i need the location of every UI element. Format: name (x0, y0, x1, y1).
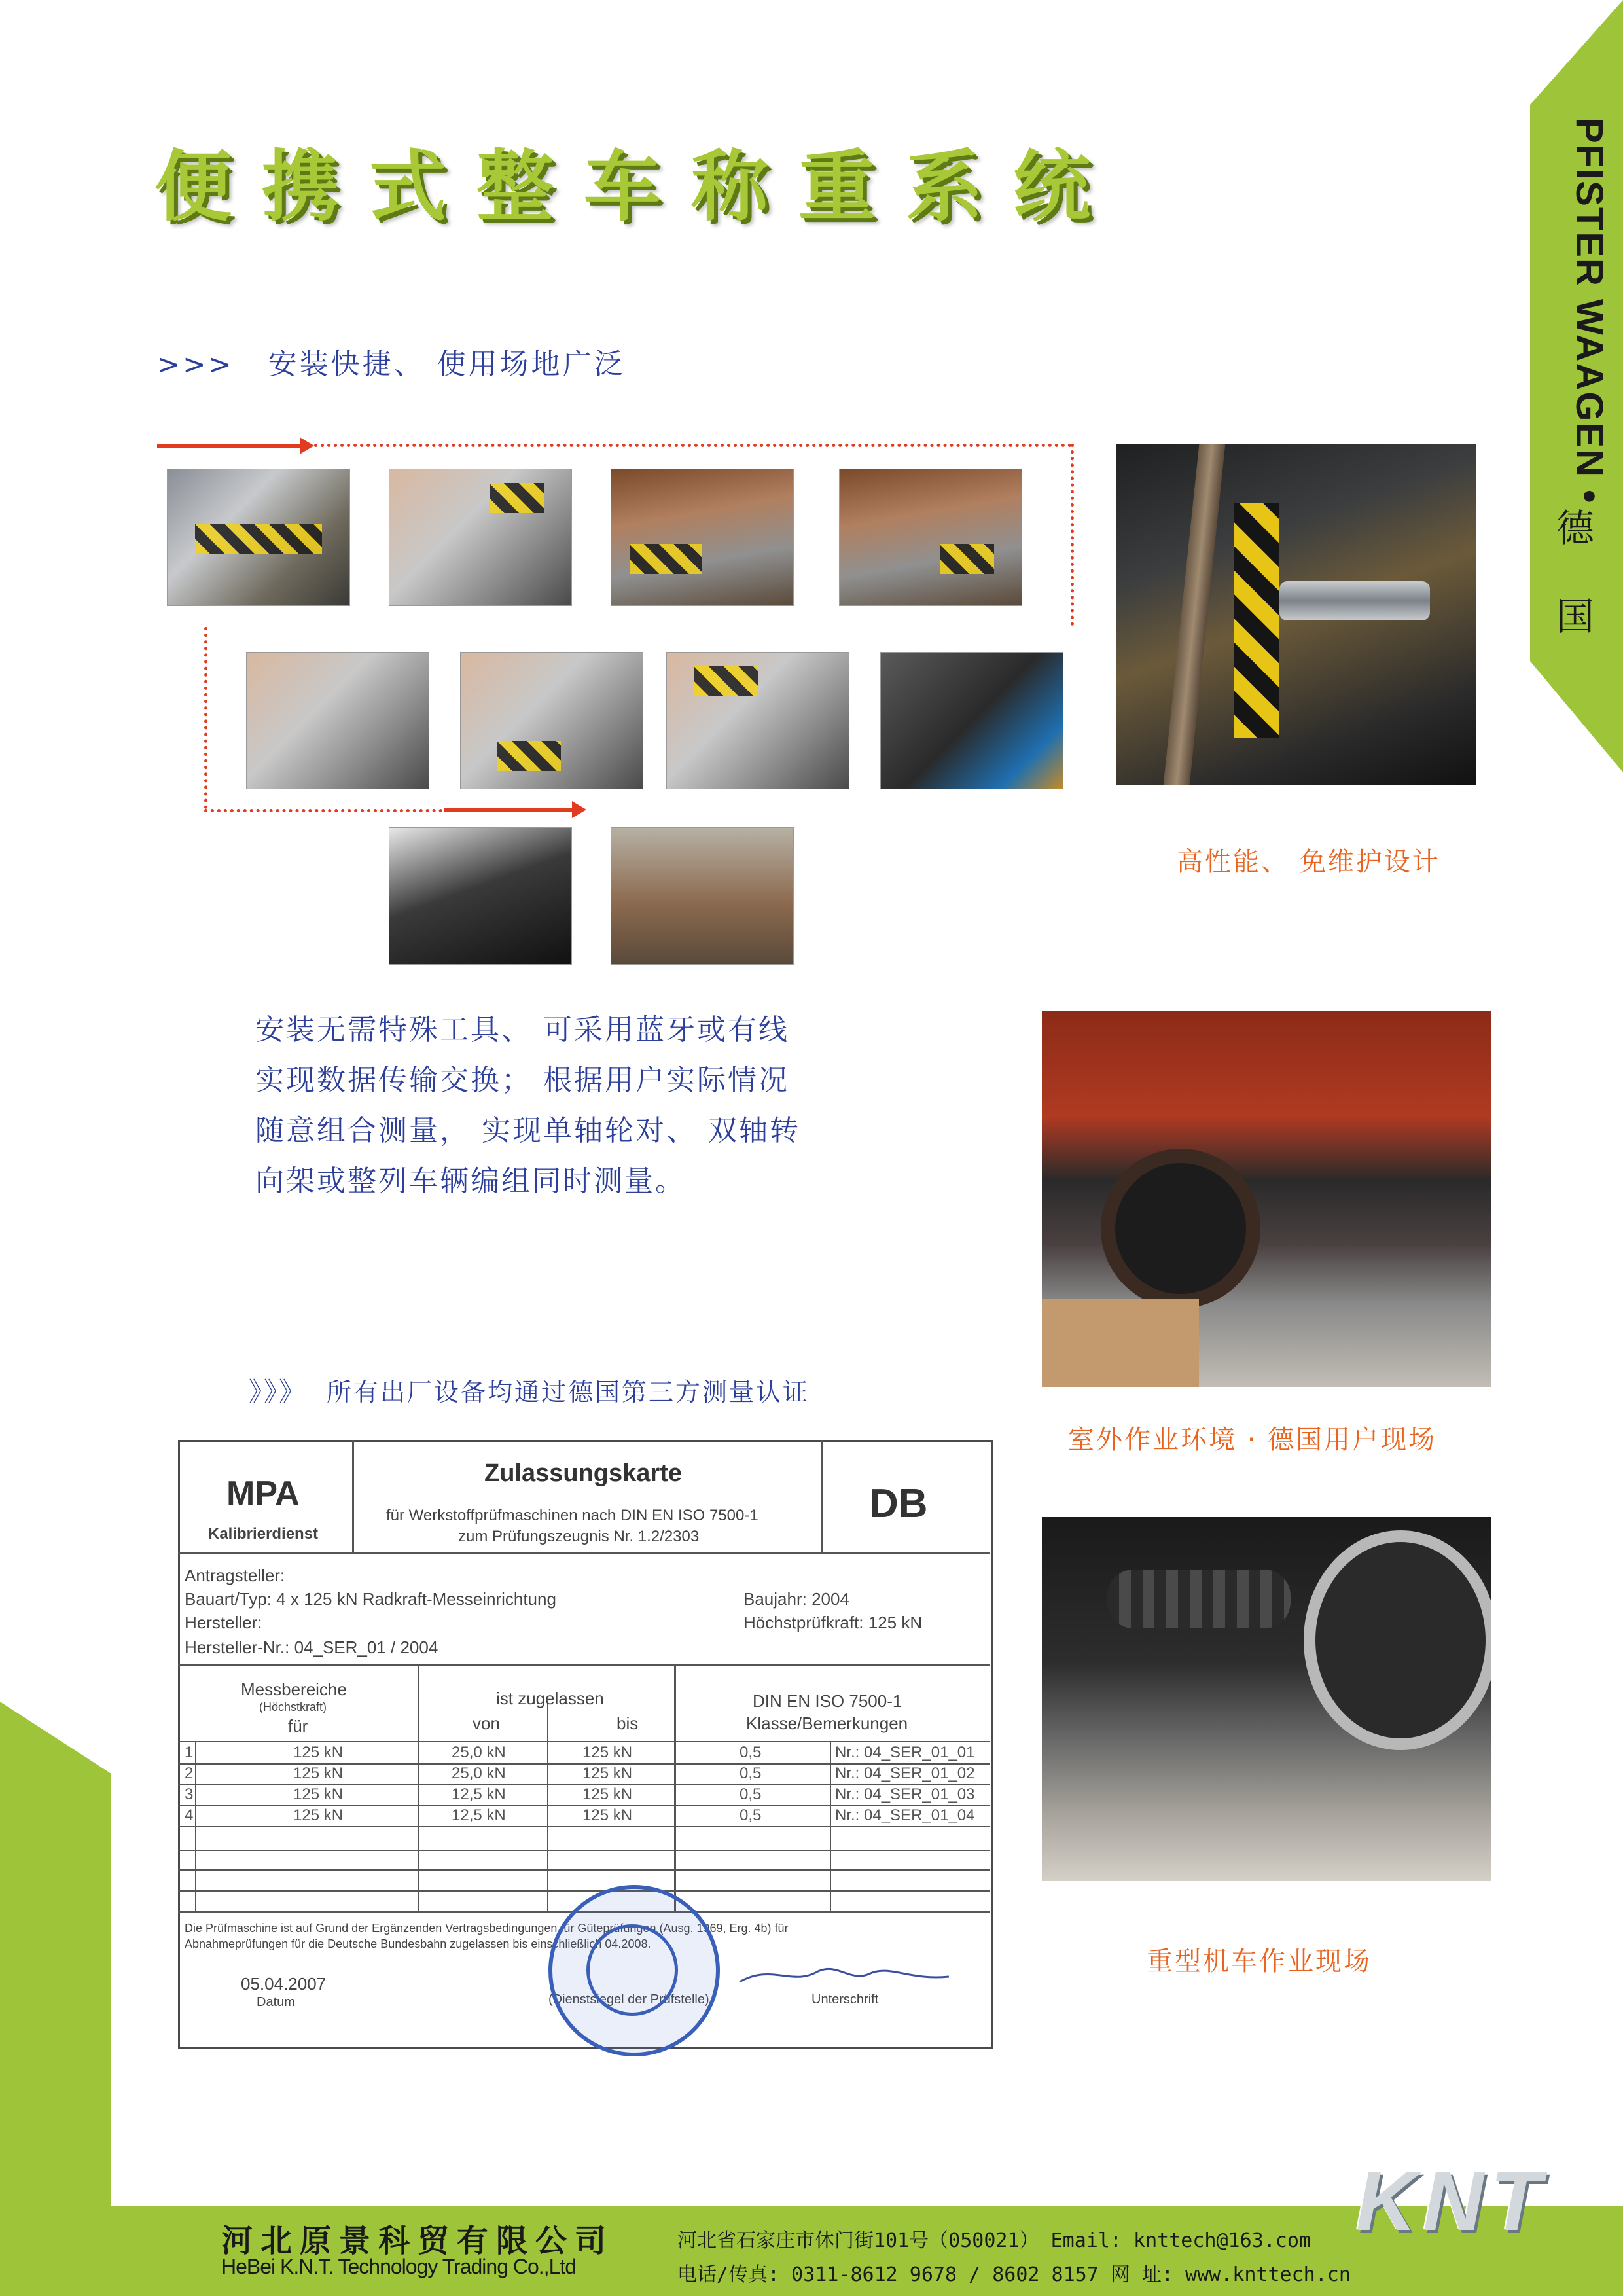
certificate-cell-kl: 0,5 (740, 1765, 762, 1782)
certificate-manufacturer-nr: Hersteller-Nr.: 04_SER_01 / 2004 (185, 1638, 438, 1657)
certificate-cell-n: 4 (185, 1806, 194, 1824)
certificate-seal-label: (Dienstsiegel der Prüfstelle) (548, 1992, 709, 2007)
certificate-manufacturer: Hersteller: (185, 1613, 262, 1632)
paragraph-line: 随意组合测量， 实现单轴轮对、 双轴转 (255, 1114, 800, 1147)
section-heading-text: 所有出厂设备均通过德国第三方测量认证 (327, 1378, 810, 1407)
certificate-rule (674, 1664, 676, 1912)
flow-arrow (444, 808, 575, 812)
install-step-photo (167, 469, 350, 606)
section-marker: 》》》 (249, 1377, 307, 1407)
install-step-photo (839, 469, 1022, 606)
certificate-col-header: DIN EN ISO 7500-1 (753, 1691, 902, 1711)
company-logo: KNT (1356, 2155, 1548, 2248)
certificate-cell-bis: 125 kN (582, 1785, 633, 1803)
description-paragraph (255, 1005, 897, 1206)
certificate-rule (547, 1702, 548, 1912)
install-step-photo (611, 827, 794, 965)
flow-dotted-line (204, 627, 207, 809)
company-name-en: HeBei K.N.T. Technology Trading Co.,Ltd (221, 2255, 577, 2278)
certificate-cell-n: 2 (185, 1765, 194, 1782)
section-heading-text: 安装快捷、 使用场地广泛 (268, 348, 626, 381)
certificate-col-header: Messbereiche (241, 1679, 347, 1699)
certificate-cell-kl: 0,5 (740, 1744, 762, 1761)
certificate-cell-von: 12,5 kN (452, 1785, 506, 1803)
certificate-type: Bauart/Typ: 4 x 125 kN Radkraft-Messeinrichtung (185, 1589, 556, 1609)
certificate-year: Baujahr: 2004 (743, 1589, 849, 1609)
wagon-photo (1042, 1011, 1491, 1387)
certificate-heading-sub: für Werkstoffprüfmaschinen nach DIN EN ISO 7500-1 (386, 1507, 758, 1524)
certificate-date: 05.04.2007 (241, 1974, 327, 1994)
certificate-db: DB (869, 1481, 928, 1526)
certificate-date-label: Datum (257, 1995, 295, 2009)
certificate-signature (733, 1957, 955, 1990)
certificate-rule (178, 1664, 990, 1666)
paragraph-line: 安装无需特殊工具、 可采用蓝牙或有线 (255, 1013, 789, 1047)
brand-country-char: 德 (1556, 506, 1594, 550)
certificate-col-header: Klasse/Bemerkungen (746, 1713, 908, 1733)
certificate-cell-nr: Nr.: 04_SER_01_03 (835, 1785, 975, 1803)
certificate-cell-kl: 0,5 (740, 1806, 762, 1824)
certificate-rule (178, 1869, 990, 1871)
certificate-cell-n: 1 (185, 1744, 194, 1761)
section-heading-install (157, 340, 626, 382)
certificate-mpa-sub: Kalibrierdienst (208, 1525, 319, 1543)
brand-country-char: 国 (1556, 594, 1594, 639)
certificate-cell-von: 25,0 kN (452, 1765, 506, 1782)
certificate-note: Die Prüfmaschine ist auf Grund der Ergänzenden Vertragsbedingungen für Güteprüfungen (Ausg. 1969, Erg. 4b) für (185, 1922, 789, 1935)
certificate-cell-bis: 125 kN (582, 1765, 633, 1782)
certificate-rule (178, 1890, 990, 1892)
certificate-cell-von: 25,0 kN (452, 1744, 506, 1761)
install-step-photo (880, 652, 1063, 789)
certificate-col-header: für (288, 1716, 308, 1736)
certificate-applicant: Antragsteller: (185, 1566, 285, 1585)
certificate-col-header: von (473, 1713, 500, 1733)
certificate-cell-von: 12,5 kN (452, 1806, 506, 1824)
certificate-max-force: Höchstprüfkraft: 125 kN (743, 1613, 923, 1632)
certificate-note: Abnahmeprüfungen für die Deutsche Bundesbahn zugelassen bis einschließlich 04.2008. (185, 1937, 651, 1950)
certificate-rule (418, 1664, 419, 1912)
certificate-col-header: bis (616, 1713, 639, 1733)
certificate-rule (178, 1850, 990, 1851)
certificate-col-header: ist zugelassen (496, 1689, 604, 1708)
certificate-cell-bis: 125 kN (582, 1806, 633, 1824)
brand-country (1539, 484, 1611, 661)
section-heading-certification (249, 1371, 810, 1408)
caption-sensor: 高性能、 免维护设计 (1177, 847, 1440, 877)
certificate-cell-n: 3 (185, 1785, 194, 1803)
certificate-heading-sub: zum Prüfungszeugnis Nr. 1.2/2303 (458, 1528, 700, 1545)
flow-arrow (157, 444, 302, 448)
sensor-photo (1116, 444, 1476, 785)
certificate-cell-fuer: 125 kN (293, 1785, 344, 1803)
flow-dotted-line (1071, 444, 1074, 626)
certificate-cell-nr: Nr.: 04_SER_01_02 (835, 1765, 975, 1782)
certificate-rule (352, 1440, 354, 1552)
company-address: 河北省石家庄市休门街101号（050021） Email: knttech@163.com (677, 2229, 1311, 2252)
certificate-cell-fuer: 125 kN (293, 1765, 344, 1782)
certificate-cell-fuer: 125 kN (293, 1744, 344, 1761)
paragraph-line: 向架或整列车辆编组同时测量。 (255, 1164, 686, 1198)
certificate-signature-label: Unterschrift (812, 1992, 879, 2007)
flow-dotted-line (204, 809, 442, 812)
section-marker: >>> (157, 348, 234, 380)
certificate-rule (178, 1741, 990, 1742)
certificate-mpa: MPA (226, 1475, 300, 1513)
certificate-col-header: (Höchstkraft) (259, 1700, 327, 1713)
page-title: 便携式整车称重系统 (154, 141, 1121, 232)
install-step-photo (460, 652, 643, 789)
certificate-stamp-inner (586, 1924, 678, 2016)
company-name-cn: 河北原景科贸有限公司 (221, 2223, 615, 2259)
brand-name: PFISTER WAAGEN • (1568, 118, 1611, 505)
certificate-rule (821, 1440, 823, 1552)
company-contact: 电话/传真: 0311-8612 9678 / 8602 8157 网 址: www.knttech.cn (677, 2263, 1351, 2286)
certificate-rule (178, 1552, 990, 1554)
certificate-cell-nr: Nr.: 04_SER_01_04 (835, 1806, 975, 1824)
caption-wagon: 室外作业环境 · 德国用户现场 (1068, 1425, 1437, 1455)
certificate-rule (178, 1826, 990, 1827)
certificate-cell-kl: 0,5 (740, 1785, 762, 1803)
certificate-cell-fuer: 125 kN (293, 1806, 344, 1824)
flow-dotted-line (308, 444, 1072, 447)
install-step-photo (246, 652, 429, 789)
paragraph-line: 实现数据传输交换； 根据用户实际情况 (255, 1064, 789, 1097)
caption-locomotive: 重型机车作业现场 (1147, 1946, 1372, 1977)
install-step-photo (389, 827, 572, 965)
install-step-photo (666, 652, 849, 789)
certificate-cell-bis: 125 kN (582, 1744, 633, 1761)
certificate-heading: Zulassungskarte (484, 1460, 682, 1487)
install-step-photo (611, 469, 794, 606)
certificate-cell-nr: Nr.: 04_SER_01_01 (835, 1744, 975, 1761)
install-step-photo (389, 469, 572, 606)
locomotive-photo (1042, 1517, 1491, 1881)
